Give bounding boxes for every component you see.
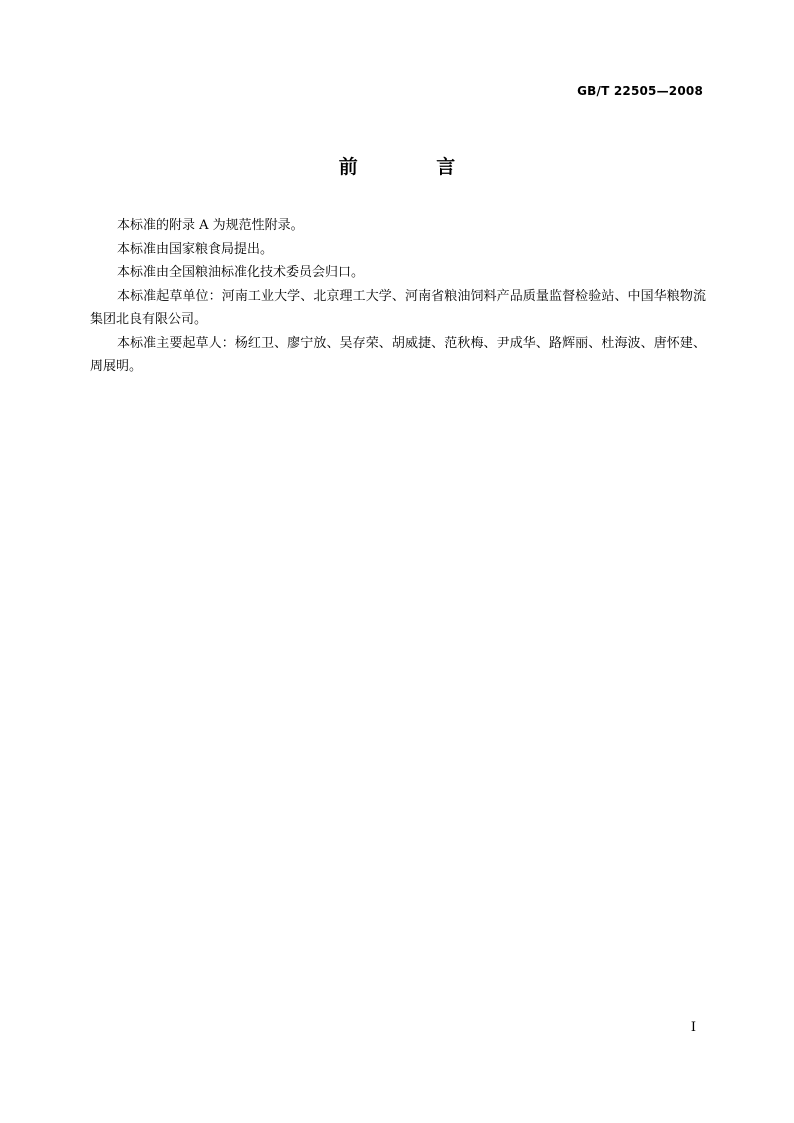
standard-code: GB/T 22505—2008 <box>577 84 703 98</box>
paragraph-drafters: 本标准主要起草人：杨红卫、廖宁放、吴存荣、胡威捷、范秋梅、尹成华、路辉丽、杜海波、唐怀建、周展明。 <box>90 335 706 374</box>
page-title: 前 言 <box>338 156 492 178</box>
paragraph-drafting-units: 本标准起草单位：河南工业大学、北京理工大学、河南省粮油饲料产品质量监督检验站、中国华粮物流集团北良有限公司。 <box>90 288 706 327</box>
paragraph-annex: 本标准的附录 A 为规范性附录。 <box>117 218 304 233</box>
paragraph-committee: 本标准由全国粮油标准化技术委员会归口。 <box>117 265 365 280</box>
paragraph-proposer: 本标准由国家粮食局提出。 <box>117 241 274 257</box>
page-number: I <box>690 1020 696 1035</box>
foreword-body <box>90 214 706 379</box>
